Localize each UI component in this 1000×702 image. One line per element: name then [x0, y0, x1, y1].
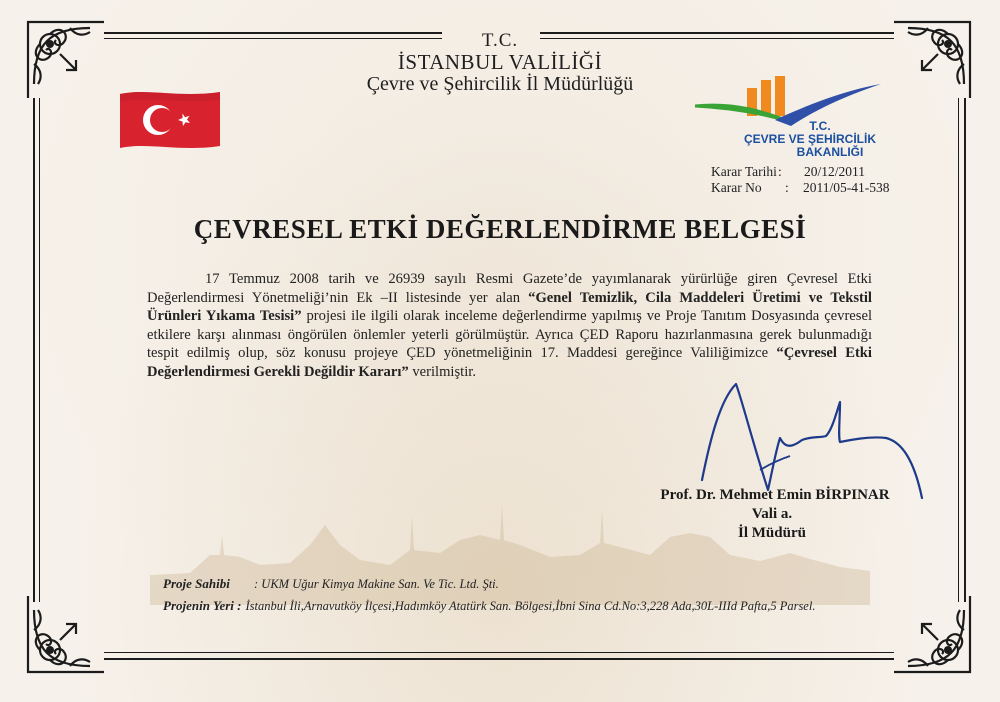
signatory-role: Vali a.: [751, 506, 793, 522]
project-location-row: [163, 598, 815, 614]
certificate-title: ÇEVRESEL ETKİ DEĞERLENDİRME BELGESİ: [193, 214, 807, 244]
decision-text: “Çevresel Etki Değerlendirmesi Gerekli Değildir Kararı”: [147, 345, 872, 380]
ornament-corner-icon: [894, 596, 978, 680]
decision-date-value: 20/12/2011: [804, 164, 866, 179]
header-valilik: İSTANBUL VALİLİĞİ: [397, 50, 603, 74]
border-right-inner: [958, 98, 959, 602]
decision-date-row: Karar Tarihi: 20/12/2011: [711, 164, 866, 179]
ornament-corner-icon: [20, 596, 104, 680]
signatory-name: Prof. Dr. Mehmet Emin BİRPINAR: [660, 487, 890, 503]
decision-no-row: Karar No : 2011/05-41-538: [711, 180, 890, 195]
header-mudurluk: Çevre ve Şehircilik İl Müdürlüğü: [366, 73, 634, 95]
border-bottom: [104, 658, 894, 660]
logo-text-tc: T.C.: [809, 119, 831, 133]
body-part2: projesi ile ilgili olarak inceleme değerlendirme yapılmış ve Proje Tanıtım Dosyasında çevresel etkilere karşı alınması öngörülen önlemler yeterli görülmüştür. Ayrıca ÇED Raporu hazırlanmasına gerek bulunmadığı tespit edilmiş olup, söz konusu projeye ÇED yönetmeliğinin 17. Maddesi gereğince Valiliğimizce: [147, 308, 872, 361]
border-left-inner: [39, 98, 40, 602]
logo-text-bakanlik: BAKANLIĞI: [796, 145, 864, 159]
project-owner-row: [163, 576, 499, 592]
decision-date-label: Karar Tarihi: [711, 164, 777, 179]
body-part3: verilmiştir.: [408, 363, 476, 380]
header-tc: T.C.: [481, 30, 519, 51]
border-left: [33, 98, 35, 602]
project-name: “Genel Temizlik, Cila Maddeleri Üretimi ve Tekstil Ürünleri Yıkama Tesisi”: [147, 289, 872, 324]
certificate-body: [147, 270, 872, 381]
project-owner-value: : UKM Uğur Kimya Makine San. Ve Tic. Ltd. Şti.: [254, 577, 499, 591]
project-owner-label: Proje Sahibi: [163, 576, 230, 591]
project-location-label: Projenin Yeri :: [163, 598, 242, 613]
signatory-office: İl Müdürü: [738, 525, 806, 541]
turkish-flag-icon: [118, 86, 222, 152]
border-bottom-inner: [104, 652, 894, 653]
decision-no-value: 2011/05-41-538: [803, 180, 890, 195]
logo-text-ministry: ÇEVRE VE ŞEHİRCİLİK: [743, 132, 877, 146]
project-location-value: İstanbul İli,Arnavutköy İlçesi,Hadımköy Atatürk San. Bölgesi,İbni Sina Cd.No:3,228 Ada,30L-IIId Pafta,5 Parsel.: [245, 599, 816, 613]
body-part1: 17 Temmuz 2008 tarih ve 26939 sayılı Resmi Gazete’de yayımlanarak yürürlüğe giren Çevresel Etki Değerlendirmesi Yönetmeliği’nin Ek –II listesinde yer alan: [147, 271, 872, 306]
border-right: [964, 98, 966, 602]
decision-no-label: Karar No: [711, 180, 762, 195]
